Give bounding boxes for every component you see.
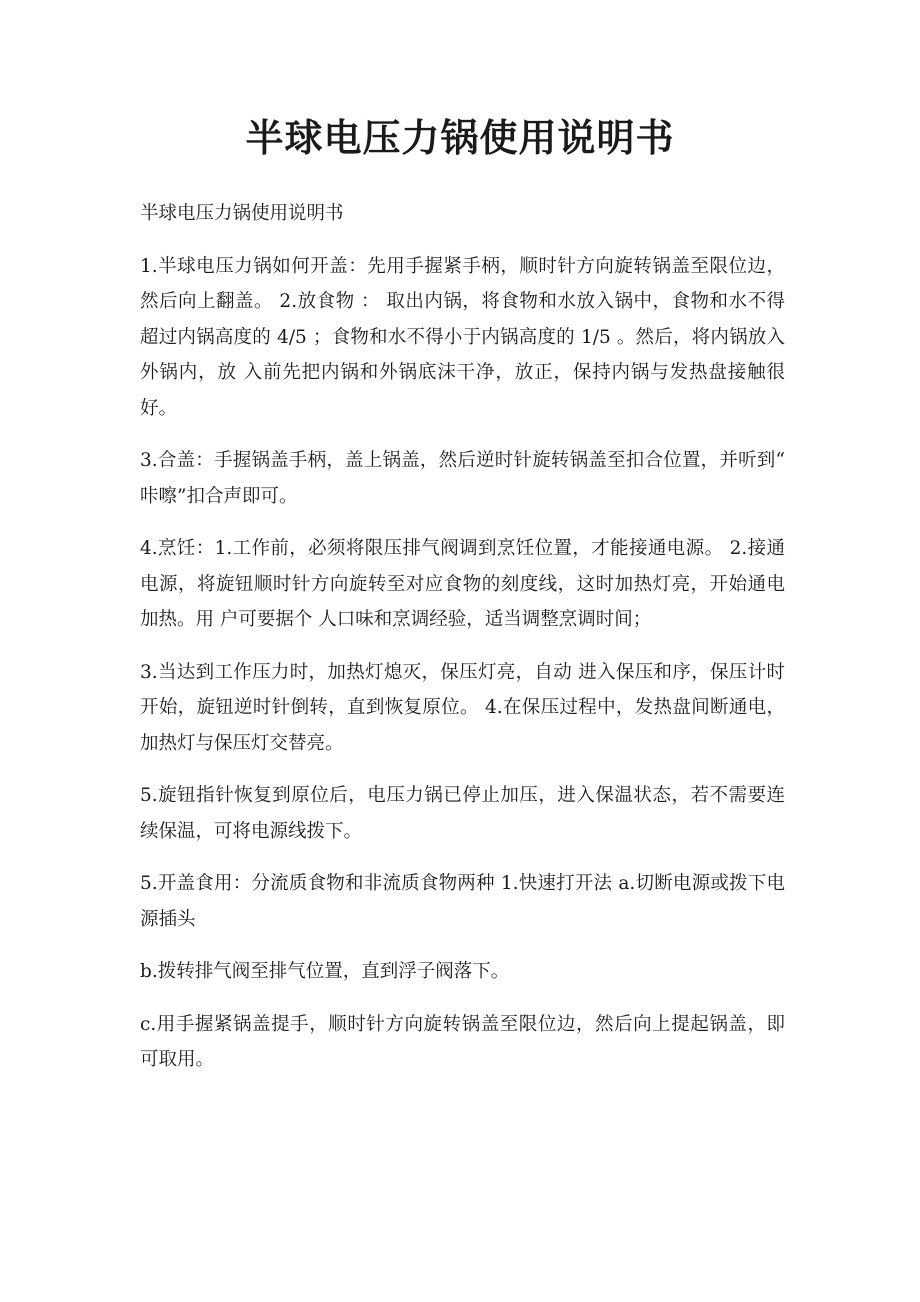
paragraph-open-to-eat: 5.开盖食用：分流质食物和非流质食物两种 1.快速打开法 a.切断电源或拨下电源插头 [140,873,785,930]
document-body [140,196,785,1095]
paragraph-subtitle: 半球电压力锅使用说明书 [140,203,344,224]
paragraph-cooking: 4.烹饪：1.工作前，必须将限压排气阀调到烹饪位置，才能接通电源。 2.接通电源，将旋钮顺时针方向旋转至对应食物的刻度线，这时加热灯亮，开始通电加热。用 户可要据个 人口味和烹调经验，适当调整烹调时间； [140,538,785,630]
paragraph-keep-warm: 5.旋钮指针恢复到原位后，电压力锅已停止加压，进入保温状态，若不需要连续保温，可将电源线拨下。 [140,785,785,842]
paragraph-close-lid: 3.合盖：手握锅盖手柄，盖上锅盖，然后逆时针旋转锅盖至扣合位置，并听到“ 咔嚓”扣合声即可。 [140,450,785,507]
document-title: 半球电压力锅使用说明书 [245,115,675,160]
paragraph-lift-lid: c.用手握紧锅盖提手，顺时针方向旋转锅盖至限位边，然后向上提起锅盖，即可取用。 [140,1013,785,1070]
paragraph-exhaust-valve: b.拨转排气阀至排气位置，直到浮子阀落下。 [140,961,510,982]
paragraph-open-lid-and-add-food: 1.半球电压力锅如何开盖：先用手握紧手柄，顺时针方向旋转锅盖至限位边，然后向上翻盖。 2.放食物 ： 取出内锅，将食物和水放入锅中，食物和水不得超过内锅高度的 4/5 ；食物和水不得小于内锅高度的 1/5 。然后，将内锅放入外锅内，放 入前先把内锅和外锅底沫干净，放正，保持内锅与发热盘接触很好。 [140,255,785,419]
paragraph-pressure-holding: 3.当达到工作压力时，加热灯熄灭，保压灯亮，自动 进入保压和序，保压计时开始，旋钮逆时针倒转，直到恢复原位。 4.在保压过程中，发热盘间断通电，加热灯与保压灯交替亮。 [140,661,785,754]
